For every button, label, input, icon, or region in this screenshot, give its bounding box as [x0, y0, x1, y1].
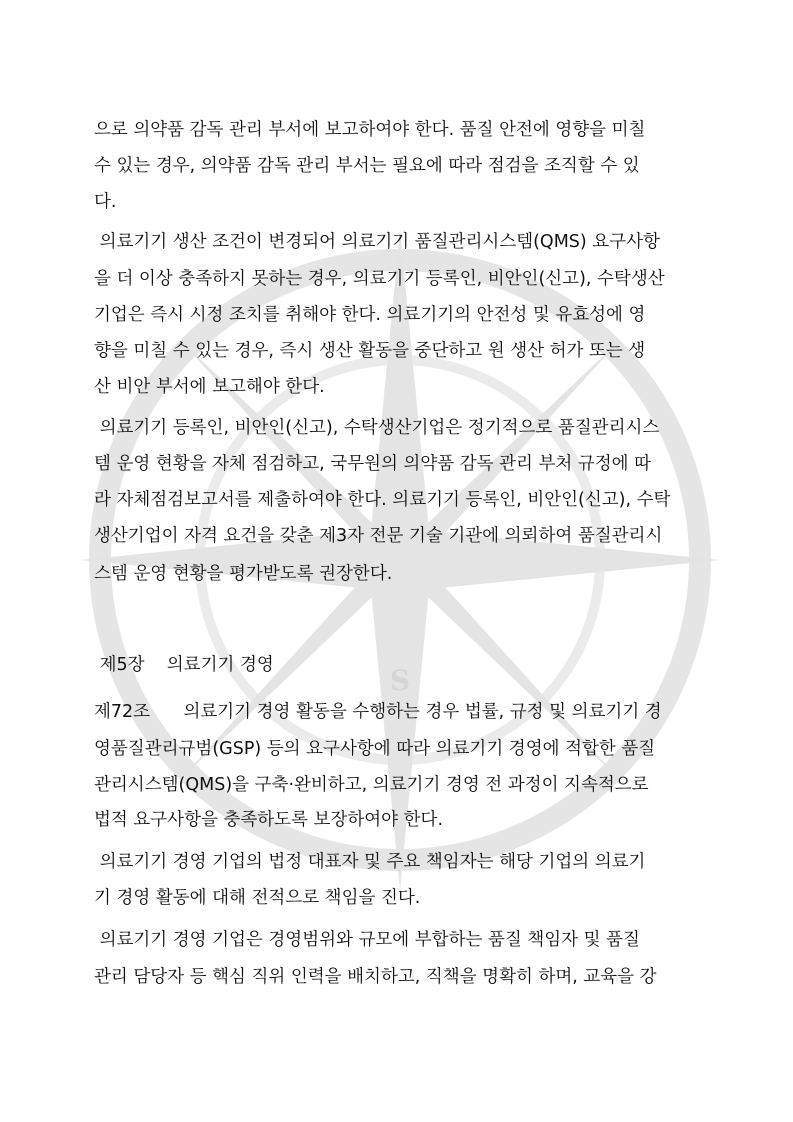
paragraph-line: 산 비안 부서에 보고해야 한다.: [94, 377, 325, 397]
paragraph-line: 라 자체점검보고서를 제출하여야 한다. 의료기기 등록인, 비안인(신고), 수탁: [94, 490, 671, 510]
paragraph-line: 의료기기 경영 기업은 경영범위와 규모에 부합하는 품질 책임자 및 품질: [94, 930, 640, 950]
paragraph-line: 생산기업이 자격 요건을 갖춘 제3자 전문 기술 기관에 의뢰하여 품질관리시: [94, 526, 663, 546]
paragraph-line: 스템 운영 현황을 평가받도록 권장한다.: [94, 564, 393, 584]
paragraph-line: 관리 담당자 등 핵심 직위 인력을 배치하고, 직책을 명확히 하며, 교육을 강: [94, 967, 657, 987]
paragraph-line: 으로 의약품 감독 관리 부서에 보고하여야 한다. 품질 안전에 영향을 미칠: [94, 120, 646, 140]
paragraph-line: 영품질관리규범(GSP) 등의 요구사항에 따라 의료기기 경영에 적합한 품질: [94, 739, 656, 759]
paragraph-line: 템 운영 현황을 자체 점검하고, 국무원의 의약품 감독 관리 부처 규정에 따: [94, 454, 651, 474]
paragraph-line: 의료기기 등록인, 비안인(신고), 수탁생산기업은 정기적으로 품질관리시스: [94, 418, 660, 438]
paragraph-line: 수 있는 경우, 의약품 감독 관리 부서는 필요에 따라 점검을 조직할 수 있: [94, 156, 640, 176]
paragraph-line: 의료기기 경영 기업의 법정 대표자 및 주요 책임자는 해당 기업의 의료기: [94, 852, 646, 872]
paragraph-line: 의료기기 생산 조건이 변경되어 의료기기 품질관리시스템(QMS) 요구사항: [94, 232, 660, 252]
paragraph-line: 기업은 즉시 시정 조치를 취해야 한다. 의료기기의 안전성 및 유효성에 영: [94, 305, 646, 325]
paragraph-line: 관리시스템(QMS)을 구축·완비하고, 의료기기 경영 전 과정이 지속적으로: [94, 775, 649, 795]
paragraph-line: 법적 요구사항을 충족하도록 보장하여야 한다.: [94, 810, 444, 830]
paragraph-line: 다.: [94, 192, 117, 212]
paragraph-line: 향을 미칠 수 있는 경우, 즉시 생산 활동을 중단하고 원 생산 허가 또는 생: [94, 341, 646, 361]
compass-letter-s: S: [389, 664, 411, 697]
paragraph-line: 을 더 이상 충족하지 못하는 경우, 의료기기 등록인, 비안인(신고), 수탁생산: [94, 269, 665, 289]
chapter-heading: 제5장 의료기기 경영: [94, 655, 274, 675]
paragraph-line: 제72조 의료기기 경영 활동을 수행하는 경우 법률, 규정 및 의료기기 경: [94, 702, 662, 722]
paragraph-line: 기 경영 활동에 대해 전적으로 책임을 진다.: [94, 888, 421, 908]
